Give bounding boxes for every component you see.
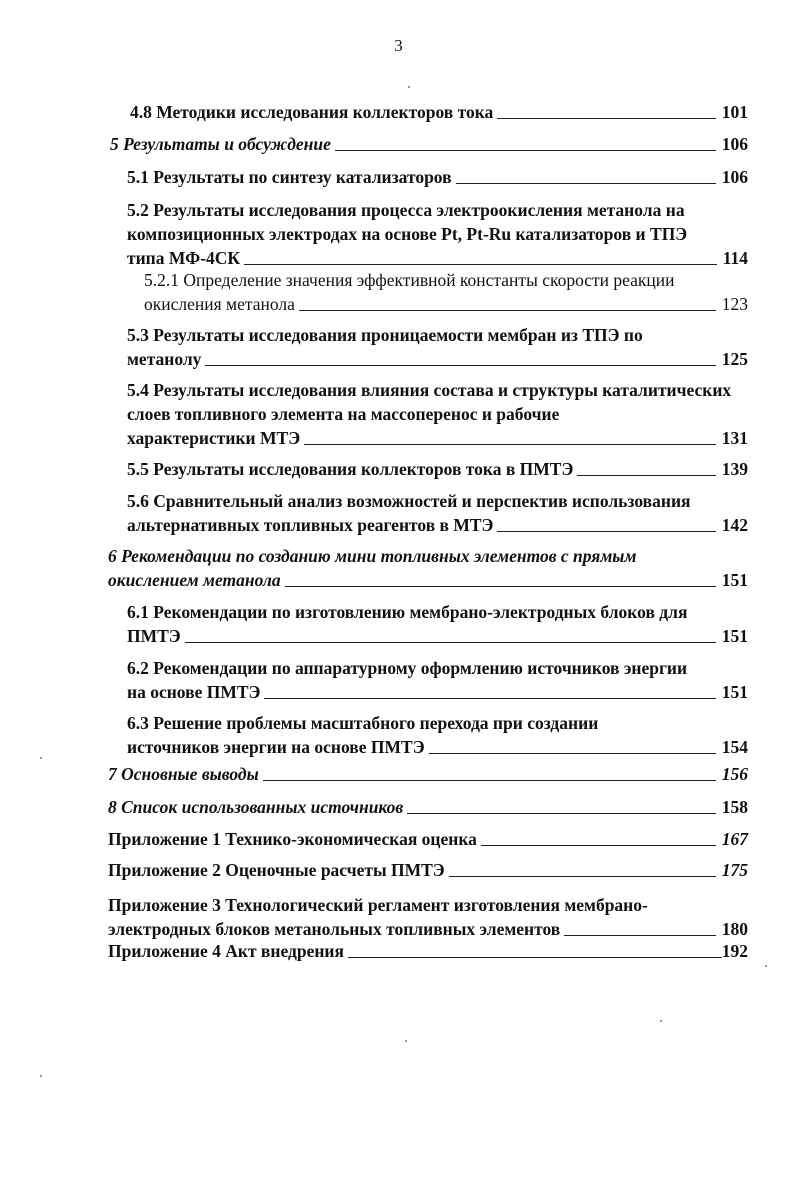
leader-line <box>264 698 715 699</box>
scan-speck <box>40 1075 42 1077</box>
toc-entry-page: 125 <box>721 349 748 369</box>
toc-entry-5-4 <box>127 378 748 450</box>
toc-entry-title: характеристики МТЭ <box>127 428 301 448</box>
toc-entry-title: Приложение 2 Оценочные расчеты ПМТЭ <box>108 860 445 880</box>
leader-line <box>244 264 717 265</box>
leader-line <box>185 642 716 643</box>
toc-entry-heading: 5.2 Результаты исследования процесса электроокисления метанола на композиционных электродах на основе Pt, Pt-Ru катализаторов и ТПЭ <box>127 200 688 244</box>
toc-entry-heading: Приложение 3 Технологический регламент изготовления мембрано- <box>108 895 648 915</box>
toc-entry-title: окисления метанола <box>144 294 295 314</box>
leader-line <box>497 531 715 532</box>
toc-entry-4-8 <box>130 100 748 124</box>
toc-entry-page: 192 <box>721 941 748 961</box>
toc-entry-5 <box>110 132 748 156</box>
toc-entry-page: 175 <box>721 860 748 880</box>
toc-entry-6 <box>108 544 748 592</box>
toc-entry-appendix-4 <box>108 939 748 963</box>
toc-entry-appendix-3 <box>108 893 748 941</box>
toc-entry-heading: 6.1 Рекомендации по изготовлению мембрано-электродных блоков для <box>127 602 688 622</box>
toc-entry-page: 101 <box>721 102 748 122</box>
toc-entry-appendix-1 <box>108 827 748 851</box>
leader-line <box>497 118 715 119</box>
toc-entry-page: 180 <box>721 919 748 939</box>
leader-line <box>348 957 722 958</box>
toc-entry-page: 131 <box>721 428 748 448</box>
toc-entry-5-6 <box>127 489 748 537</box>
toc-entry-6-3 <box>127 711 748 759</box>
toc-entry-page: 106 <box>721 167 748 187</box>
toc-entry-page: 106 <box>721 134 748 154</box>
leader-line <box>205 365 715 366</box>
toc-entry-heading: 5.4 Результаты исследования влияния состава и структуры каталитических слоев топливного элемента на массоперенос и рабочие <box>127 380 732 424</box>
toc-entry-heading: 5.3 Результаты исследования проницаемости мембран из ТПЭ по <box>127 325 643 345</box>
leader-line <box>335 150 716 151</box>
toc-entry-heading: 6.2 Рекомендации по аппаратурному оформлению источников энергии <box>127 658 688 678</box>
leader-line <box>577 475 715 476</box>
toc-entry-page: 114 <box>722 248 748 268</box>
toc-entry-5-5 <box>127 457 748 481</box>
toc-entry-heading: 5.6 Сравнительный анализ возможностей и перспектив использования <box>127 491 691 511</box>
toc-entry-page: 142 <box>721 515 748 535</box>
leader-line <box>407 813 716 814</box>
toc-entry-8 <box>108 795 748 819</box>
scan-speck <box>40 757 42 759</box>
toc-entry-page: 151 <box>721 626 748 646</box>
scan-speck <box>660 1020 662 1022</box>
toc-entry-6-2 <box>127 656 748 704</box>
toc-entry-5-1 <box>127 165 748 189</box>
scan-speck <box>408 86 410 88</box>
toc-entry-page: 139 <box>721 459 748 479</box>
toc-entry-title: 5 Результаты и обсуждение <box>110 134 331 154</box>
leader-line <box>429 753 716 754</box>
toc-entry-title: на основе ПМТЭ <box>127 682 261 702</box>
toc-entry-5-2 <box>127 198 748 270</box>
toc-entry-title: источников энергии на основе ПМТЭ <box>127 737 425 757</box>
toc-entry-title: 4.8 Методики исследования коллекторов тока <box>130 102 494 122</box>
toc-entry-heading: 5.2.1 Определение значения эффективной константы скорости реакции <box>144 270 675 290</box>
toc-entry-5-2-1 <box>144 268 748 316</box>
toc-entry-page: 151 <box>721 682 748 702</box>
leader-line <box>481 845 716 846</box>
leader-line <box>304 444 716 445</box>
toc-entry-title: Приложение 4 Акт внедрения <box>108 941 344 961</box>
toc-entry-title: Приложение 1 Технико-экономическая оценка <box>108 829 477 849</box>
leader-line <box>263 780 716 781</box>
toc-entry-5-3 <box>127 323 748 371</box>
toc-entry-page: 151 <box>721 570 748 590</box>
toc-entry-heading: 6.3 Решение проблемы масштабного перехода при создании <box>127 713 599 733</box>
toc-entry-title: 5.1 Результаты по синтезу катализаторов <box>127 167 452 187</box>
toc-entry-title: 7 Основные выводы <box>108 764 259 784</box>
leader-line <box>456 183 716 184</box>
toc-entry-title: 5.5 Результаты исследования коллекторов тока в ПМТЭ <box>127 459 574 479</box>
toc-entry-7 <box>108 762 748 786</box>
leader-line <box>564 935 716 936</box>
toc-entry-title: альтернативных топливных реагентов в МТЭ <box>127 515 494 535</box>
toc-entry-page: 154 <box>721 737 748 757</box>
toc-entry-page: 156 <box>721 764 748 784</box>
toc-entry-appendix-2 <box>108 858 748 882</box>
page-number: 3 <box>394 36 403 55</box>
toc-entry-heading: 6 Рекомендации по созданию мини топливных элементов с прямым <box>108 546 637 566</box>
scan-speck <box>765 965 767 967</box>
toc-entry-title: электродных блоков метанольных топливных элементов <box>108 919 561 939</box>
toc-entry-title: метанолу <box>127 349 202 369</box>
toc-entry-title: ПМТЭ <box>127 626 181 646</box>
leader-line <box>449 876 716 877</box>
leader-line <box>285 586 716 587</box>
scan-speck <box>405 1040 407 1042</box>
leader-line <box>299 310 716 311</box>
toc-entry-page: 123 <box>721 294 748 314</box>
toc-entry-page: 158 <box>721 797 748 817</box>
toc-entry-6-1 <box>127 600 748 648</box>
toc-entry-title: типа МФ-4СК <box>127 248 241 268</box>
toc-entry-title: окислением метанола <box>108 570 281 590</box>
toc-entry-title: 8 Список использованных источников <box>108 797 404 817</box>
toc-entry-page: 167 <box>721 829 748 849</box>
